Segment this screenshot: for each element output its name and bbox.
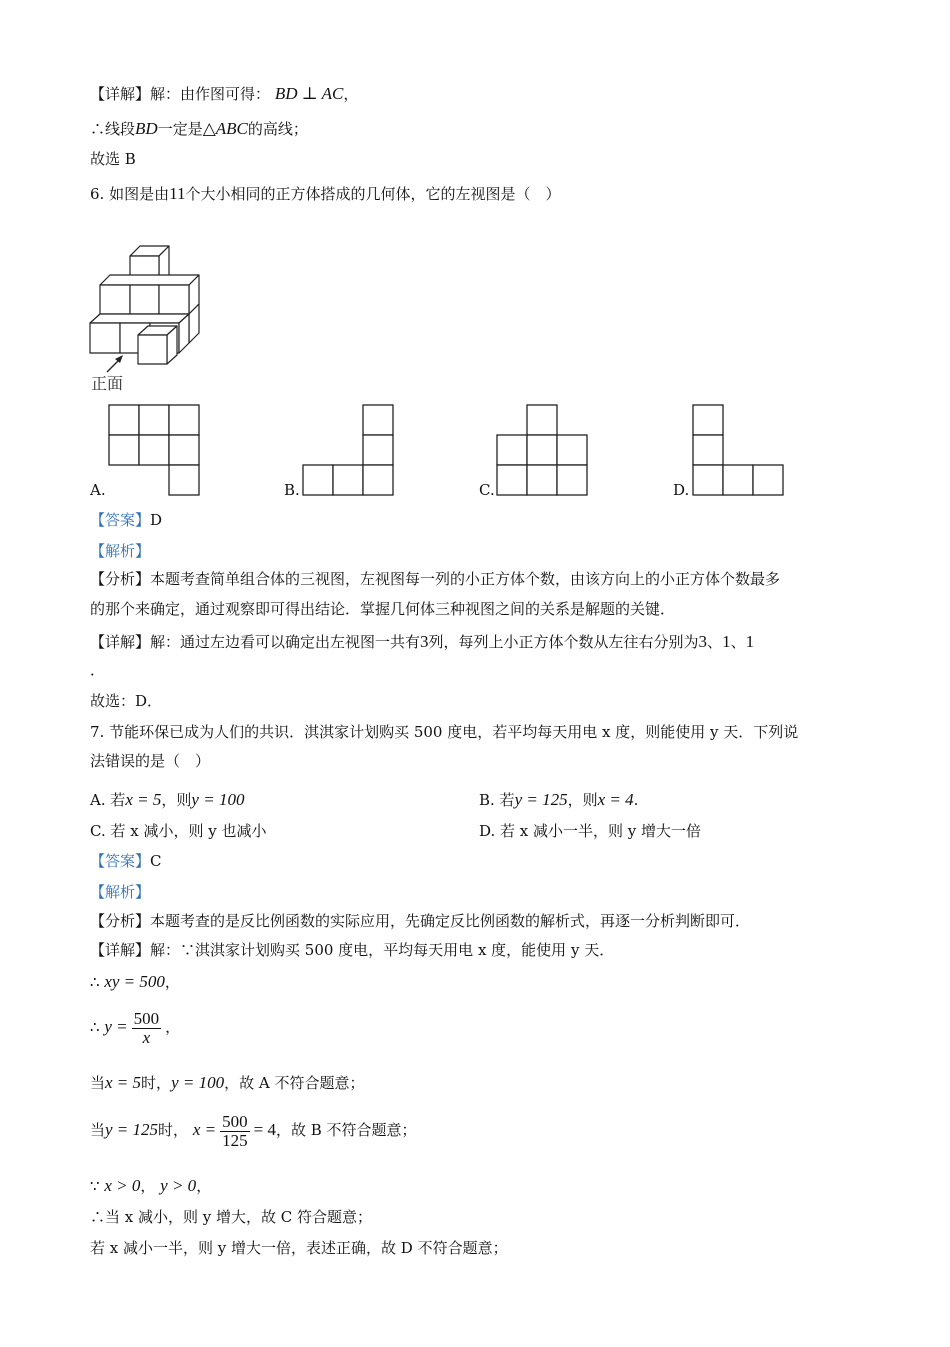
q6-detail-period: ． [90, 661, 106, 679]
q6-option-a-view [109, 405, 201, 497]
q6-option-a-label: A. [90, 481, 106, 499]
q6-option-c-view [497, 405, 589, 497]
q6-stem: 6. 如图是由11个大小相同的正方体搭成的几何体，它的左视图是（ ） [90, 184, 561, 203]
q7-case-a: 当x = 5时，y = 100，故 A 不符合题意； [90, 1073, 365, 1092]
q7-case-c: ∴当 x 减小，则 y 增大，故 C 符合题意； [90, 1208, 373, 1226]
q7-option-c: C. 若 x 减小，则 y 也减小 [90, 822, 267, 840]
math-bd: BD [135, 119, 158, 138]
front-label: 正面 [91, 374, 124, 393]
q7-analysis: 【分析】本题考查的是反比例函数的实际应用，先确定反比例函数的解析式，再逐一分析判断即可． [90, 912, 751, 930]
q6-jiexi-tag: 【解析】 [90, 542, 151, 560]
q5-detail-line: 【详解】解：由作图可得： BD ⊥ AC， [90, 84, 359, 103]
q6-option-b-view [303, 405, 395, 497]
q6-analysis-2: 的那个来确定，通过观察即可得出结论．掌握几何体三种视图之间的关系是解题的关键． [90, 600, 676, 618]
q6-analysis-1: 【分析】本题考查简单组合体的三视图，左视图每一列的小正方体个数，由该方向上的小正方体个数最多 [90, 570, 781, 588]
answer-tag: 【答案】 [90, 511, 151, 529]
q7-option-a: A. 若x = 5，则y = 100 [90, 790, 245, 809]
q6-answer: 【答案】D [90, 511, 163, 529]
q6-detail: 【详解】解：通过左边看可以确定出左视图一共有3列，每列上小正方体个数从左往右分别为3、1、1 [90, 632, 755, 651]
q7-case-d: 若 x 减小一半，则 y 增大一倍，表述正确，故 D 不符合题意； [90, 1239, 508, 1257]
q7-option-d: D. 若 x 减小一半，则 y 增大一倍 [479, 822, 702, 840]
math-bd-perp-ac: BD ⊥ AC [274, 84, 344, 103]
q7-eq-y-frac: ∴ y = $\frac{500}{x}$ ， [90, 1008, 181, 1047]
q6-option-c-label: C. [479, 481, 495, 499]
q5-conclusion-line: ∴线段BD一定是△ABC的高线； [90, 119, 308, 138]
q7-stem-2: 法错误的是（ ） [90, 752, 211, 770]
q6-choice: 故选：D． [90, 692, 163, 710]
q7-case-b: 当y = 125时， x = $\frac{500}{125}$ = 4，故 B 不符合题意； [90, 1111, 417, 1150]
math-triangle-abc: △ABC [202, 119, 248, 138]
q6-option-d-label: D. [673, 481, 690, 499]
q7-detail: 【详解】解：∵淇淇家计划购买 500 度电，平均每天用电 x 度，能使用 y 天． [90, 941, 615, 959]
q5-choice: 故选 B [90, 150, 136, 168]
fraction-500-over-125: $\frac{500}{125}$ [222, 1111, 248, 1150]
q6-option-b-label: B. [284, 481, 300, 499]
q7-positive: ∵ x > 0， y > 0， [90, 1176, 212, 1195]
q7-eq-xy: ∴ xy = 500， [90, 972, 180, 991]
q7-stem-1: 7. 节能环保已成为人们的共识．淇淇家计划购买 500 度电，若平均每天用电 x 度，则能使用 y 天．下列说 [90, 723, 799, 741]
detail-tag: 【详解】 [90, 85, 151, 103]
q7-option-b: B. 若y = 125，则x = 4. [479, 790, 639, 809]
q7-jiexi-tag: 【解析】 [90, 883, 151, 901]
q6-option-d-view [693, 405, 785, 497]
q7-answer: 【答案】C [90, 852, 162, 870]
fraction-500-over-x: $\frac{500}{x}$ [133, 1008, 160, 1047]
answer-tag: 【答案】 [90, 852, 151, 870]
